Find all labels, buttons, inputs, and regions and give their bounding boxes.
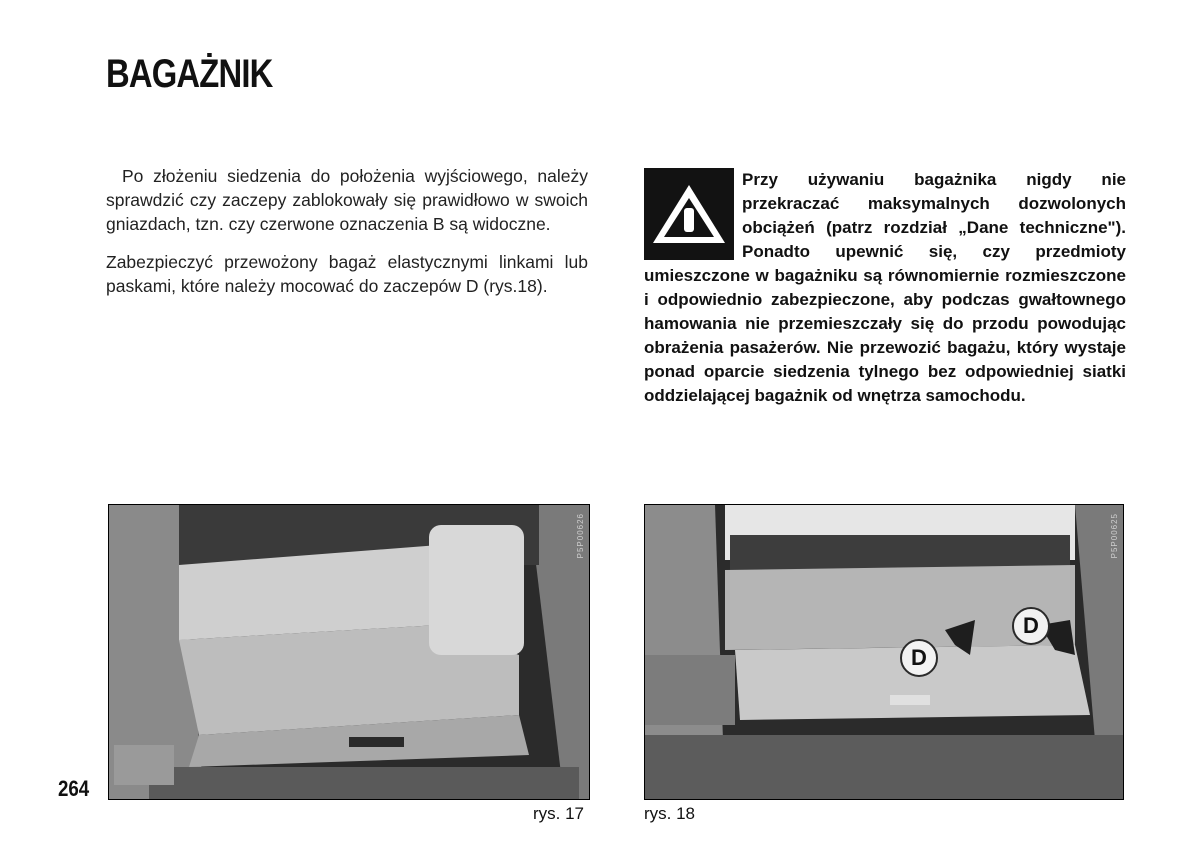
figure-code: P5P00626 <box>576 513 585 559</box>
paragraph-2: Zabezpieczyć przewożony bagaż elastycznymi linkami lub paskami, które należy mocować do zaczepów D (rys.18). <box>106 252 588 296</box>
page-title: BAGAŻNIK <box>106 52 273 96</box>
left-column <box>106 164 588 312</box>
marker-d-left: D <box>900 639 938 677</box>
figure-18-photo <box>644 504 1124 800</box>
warning-box <box>644 168 734 260</box>
figure-18-caption: rys. 18 <box>644 804 696 823</box>
warning-block <box>644 168 1126 408</box>
trunk-photo-18 <box>645 505 1123 799</box>
figure-code: P5P00625 <box>1110 513 1119 559</box>
marker-d-right: D <box>1012 607 1050 645</box>
trunk-photo-17 <box>109 505 589 799</box>
paragraph-1: Po złożeniu siedzenia do położenia wyjściowego, należy sprawdzić czy zaczepy zablokowały się prawidłowo w swoich gniazdach, tzn. czy czerwone oznaczenia B są widoczne. <box>106 166 588 234</box>
figure-17-caption: rys. 17 <box>533 804 585 823</box>
page-number: 264 <box>58 776 90 801</box>
warning-triangle-icon <box>650 182 728 246</box>
warning-text: Przy używaniu bagażnika nigdy nie przekraczać maksymalnych dozwolonych obciążeń (patrz rozdział „Dane techniczne"). Ponadto upewnić się, czy przedmioty umieszczone w bagażniku są równomiernie rozmieszczone i odpowiednio zabezpieczone, aby podczas gwałtownego hamowania nie przemieszczały się do przodu powodując obrażenia pasażerów. Nie przewozić bagażu, który wystaje ponad oparcie siedzenia tylnego bez odpowiedniej siatki oddzielającej bagażnik od wnętrza samochodu. <box>644 170 1126 405</box>
figure-17-photo <box>108 504 590 800</box>
